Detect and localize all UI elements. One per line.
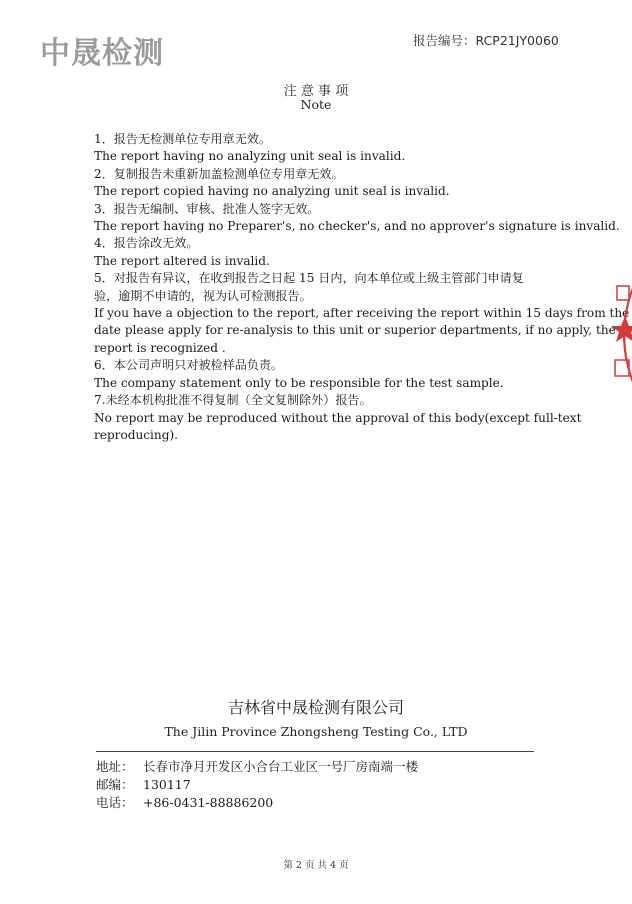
phone-row bbox=[96, 794, 418, 812]
item-2-en: The report copied having no analyzing unit seal is invalid. bbox=[94, 184, 450, 199]
address-label: 地址： bbox=[96, 759, 134, 774]
item-1-cn: 1．报告无检测单位专用章无效。 bbox=[94, 132, 272, 146]
phone-label: 电话： bbox=[96, 795, 134, 810]
item-5-en-line-2: date please apply for re-analysis to this unit or superior departments, if no apply, the bbox=[94, 323, 616, 338]
notice-title-cn: 注 意 事 项 bbox=[283, 84, 349, 99]
seal-icon bbox=[611, 270, 632, 400]
postcode-row bbox=[96, 776, 418, 794]
company-name-cn: 吉林省中晟检测有限公司 bbox=[227, 698, 404, 717]
company-logo: 中晟检测 bbox=[40, 36, 164, 71]
company-name-en: The Jilin Province Zhongsheng Testing Co., LTD bbox=[164, 724, 468, 739]
address-value: 长春市净月开发区小合台工业区一号厂房南端一楼 bbox=[143, 759, 419, 774]
contact-block bbox=[96, 758, 418, 812]
item-7-en-line-1: No report may be reproduced without the approval of this body(except full-text bbox=[94, 410, 582, 425]
item-5-cn-line-2: 验，逾期不申请的，视为认可检测报告。 bbox=[94, 288, 312, 303]
item-7-cn: 7.未经本机构批准不得复制（全文复制除外）报告。 bbox=[94, 393, 372, 408]
report-number: 报告编号：RCP21JY0060 bbox=[413, 33, 559, 48]
item-4-en: The report altered is invalid. bbox=[94, 253, 270, 268]
item-6-cn: 6．本公司声明只对被检样品负责。 bbox=[94, 358, 284, 373]
page-number: 第 2 页 共 4 页 bbox=[283, 860, 349, 871]
postcode-value: 130117 bbox=[143, 777, 191, 792]
address-row bbox=[96, 758, 418, 776]
phone-value: +86-0431-88886200 bbox=[143, 795, 274, 810]
item-1-en: The report having no analyzing unit seal is invalid. bbox=[94, 149, 406, 164]
item-5-en-line-1: If you have a objection to the report, after receiving the report within 15 days from the bbox=[94, 306, 630, 321]
item-6-en: The company statement only to be responsible for the test sample. bbox=[94, 375, 504, 390]
item-5-cn-line-1: 5．对报告有异议，在收到报告之日起 15 日内，向本单位或上级主管部门申请复 bbox=[94, 271, 524, 286]
divider-line bbox=[96, 751, 534, 752]
item-3-en: The report having no Preparer's, no checker's, and no approver's signature is invalid. bbox=[94, 219, 620, 234]
notice-list bbox=[94, 131, 630, 444]
item-5-en-line-3: report is recognized . bbox=[94, 340, 226, 355]
postcode-label: 邮编： bbox=[96, 777, 134, 792]
notice-title-en: Note bbox=[300, 97, 332, 112]
item-3-cn: 3．报告无编制、审核、批准人签字无效。 bbox=[94, 201, 320, 216]
item-2-cn: 2．复制报告未重新加盖检测单位专用章无效。 bbox=[94, 166, 344, 181]
item-4-cn: 4．报告涂改无效。 bbox=[94, 236, 199, 251]
item-7-en-line-2: reproducing). bbox=[94, 427, 179, 442]
partial-seal-stamp bbox=[603, 268, 632, 402]
